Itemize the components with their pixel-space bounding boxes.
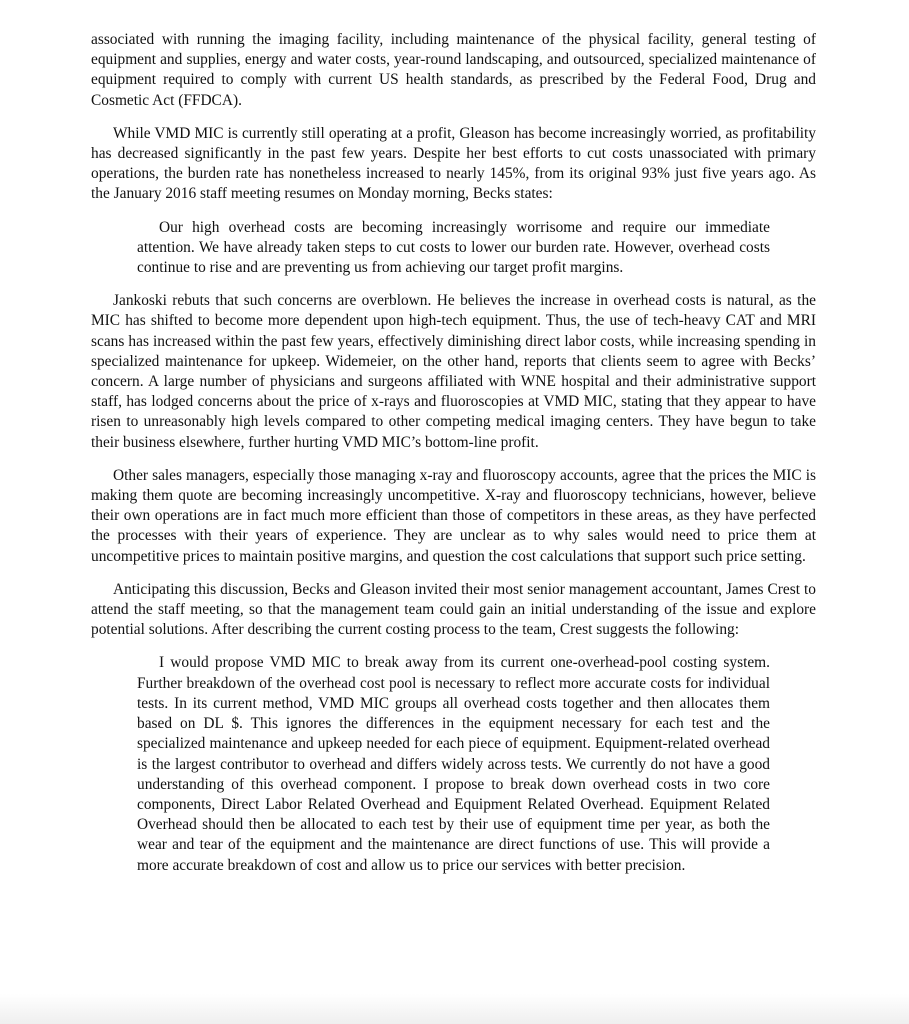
block-quote-becks: Our high overhead costs are becoming increasingly worrisome and require our immediate attention. We have already taken steps to cut costs to lower our burden rate. However, overhead costs continue to rise and are preventing us from achieving our target profit margins. (137, 218, 770, 277)
paragraph-jankoski: Jankoski rebuts that such concerns are overblown. He believes the increase in overhead costs is natural, as the MIC has shifted to become more dependent upon high-tech equipment. Thus, the use of tech-heavy CAT and MRI scans has increased within the past few years, effectively diminishing direct labor costs, while increasing spending in specialized maintenance for upkeep. Widemeier, on the other hand, reports that clients seem to agree with Becks’ concern. A large number of physicians and surgeons affiliated with WNE hospital and their administrative support staff, has lodged concerns about the price of x-rays and fluoroscopies at VMD MIC, stating that they appear to have risen to unreasonably high levels compared to other competing medical imaging centers. They have begun to take their business elsewhere, further hurting VMD MIC’s bottom-line profit. (91, 292, 816, 451)
paragraph-sales-managers: Other sales managers, especially those managing x-ray and fluoroscopy accounts, agree that the prices the MIC is making them quote are becoming increasingly uncompetitive. X-ray and fluoroscopy technicians, however, believe their own operations are in fact much more efficient than those of competitors in these areas, as they have perfected the processes with their years of experience. They are unclear as to why sales would need to price them at uncompetitive prices to maintain positive margins, and question the cost calculations that support such price setting. (91, 466, 816, 565)
paragraph-crest-intro: Anticipating this discussion, Becks and Gleason invited their most senior management accountant, James Crest to attend the staff meeting, so that the management team could gain an initial understanding of the issue and explore potential solutions. After describing the current costing process to the team, Crest suggests the following: (91, 580, 816, 639)
paragraph-continuation: associated with running the imaging facility, including maintenance of the physical facility, general testing of equipment and supplies, energy and water costs, year-round landscaping, and outsourced, specialized maintenance of equipment required to comply with current US health standards, as prescribed by the Federal Food, Drug and Cosmetic Act (FFDCA). (91, 31, 816, 109)
paragraph-profitability: While VMD MIC is currently still operating at a profit, Gleason has become increasingly worried, as profitability has decreased significantly in the past few years. Despite her best efforts to cut costs unassociated with primary operations, the burden rate has nonetheless increased to nearly 145%, from its original 93% just five years ago. As the January 2016 staff meeting resumes on Monday morning, Becks states: (91, 124, 816, 203)
block-quote-crest: I would propose VMD MIC to break away from its current one-overhead-pool costing system. Further breakdown of the overhead cost pool is necessary to reflect more accurate costs for individual tests. In its current method, VMD MIC groups all overhead costs together and then allocates them based on DL $. This ignores the differences in the equipment necessary for each test and the specialized maintenance and upkeep needed for each piece of equipment. Equipment-related overhead is the largest contributor to overhead and differs widely across tests. We currently do not have a good understanding of this overhead component. I propose to break down overhead costs in two core components, Direct Labor Related Overhead and Equipment Related Overhead. Equipment Related Overhead should then be allocated to each test by their use of equipment time per year, as both the wear and tear of the equipment and the maintenance are direct functions of use. This will provide a more accurate breakdown of cost and allow us to price our services with better precision. (137, 654, 770, 874)
document-page (91, 30, 816, 876)
bottom-shadow (0, 994, 909, 1024)
